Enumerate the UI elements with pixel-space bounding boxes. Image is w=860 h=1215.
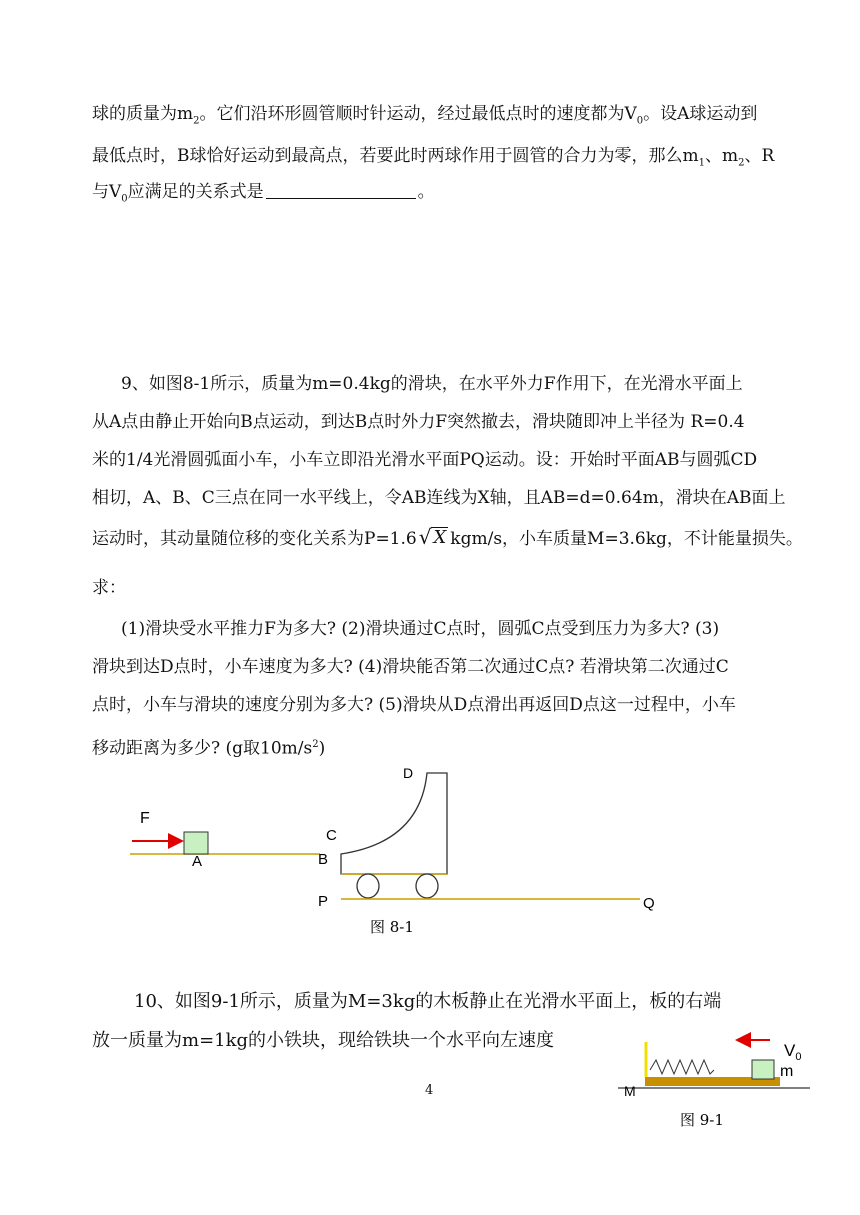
cart-body <box>341 773 447 874</box>
label-m: m <box>780 1063 794 1080</box>
figure-8-1 <box>120 760 680 950</box>
figure-9-1 <box>610 1030 815 1135</box>
q9-line-10: 移动距离为多少? (g取$10m/s^2$) <box>92 738 326 759</box>
label-M: M <box>624 1083 636 1099</box>
label-B: B <box>318 851 329 868</box>
q9-line-7: (1)滑块受水平推力F为多大? (2)滑块通过C点时，圆弧C点受到压力为多大? (3) <box>121 619 720 639</box>
label-Q: Q <box>643 895 655 912</box>
q8-line-3: 与$V_0$应满足的关系式是 。 <box>92 182 435 205</box>
sqrt-symbol: √ X <box>418 525 447 549</box>
label-V0: $V_0$ <box>784 1041 802 1063</box>
block-A <box>184 832 208 854</box>
q9-line-9: 点时，小车与滑块的速度分别为多大? (5)滑块从D点滑出再返回D点这一过程中，小车 <box>92 695 736 715</box>
q8-line-2: 最低点时，B球恰好运动到最高点，若要此时两球作用于圆管的合力为零，那么$m_1$、$m_2$、R <box>92 146 775 169</box>
q9-line-5: 运动时，其动量随位移的变化关系为P=1.6 √ X kgm/s，小车质量M=3.6kg，不计能量损失。 <box>92 525 803 549</box>
label-F: F <box>140 810 150 827</box>
figure-9-1-caption: 图 9-1 <box>680 1111 724 1129</box>
spring <box>650 1060 714 1074</box>
q9-line-8: 滑块到达D点时，小车速度为多大? (4)滑块能否第二次通过C点? 若滑块第二次通过C <box>92 657 729 677</box>
q9-line-4: 相切，A、B、C三点在同一水平线上，令AB连线为X轴，且AB=d=0.64m，滑块在AB面上 <box>92 488 786 508</box>
q9-line-2: 从A点由静止开始向B点运动，到达B点时外力F突然撤去，滑块随即冲上半径为 R=0.4 <box>92 412 745 432</box>
label-C: C <box>326 827 337 844</box>
wheel-right <box>416 874 438 898</box>
label-D: D <box>403 765 414 781</box>
wheel-left <box>357 874 379 898</box>
label-A: A <box>192 853 203 870</box>
q8-line-1: 球的质量为$m_2$。它们沿环形圆管顺时针运动，经过最低点时的速度都为$V_0$。设A球运动到 <box>92 104 758 127</box>
page-number: 4 <box>425 1083 434 1098</box>
q9-line-3: 米的1/4光滑圆弧面小车，小车立即沿光滑水平面PQ运动。设：开始时平面AB与圆弧CD <box>92 450 758 470</box>
answer-blank <box>266 182 416 199</box>
q10-line-1: 10、如图9-1所示，质量为M=3kg的木板静止在光滑水平面上，板的右端 <box>134 991 722 1012</box>
q9-line-6: 求： <box>92 578 126 598</box>
q10-line-2: 放一质量为m=1kg的小铁块，现给铁块一个水平向左速度 <box>92 1030 555 1051</box>
figure-8-1-caption: 图 8-1 <box>370 918 414 936</box>
block-m <box>752 1060 774 1079</box>
q9-line-1: 9、如图8-1所示，质量为m=0.4kg的滑块，在水平外力F作用下，在光滑水平面上 <box>121 374 743 394</box>
label-P: P <box>318 893 329 910</box>
